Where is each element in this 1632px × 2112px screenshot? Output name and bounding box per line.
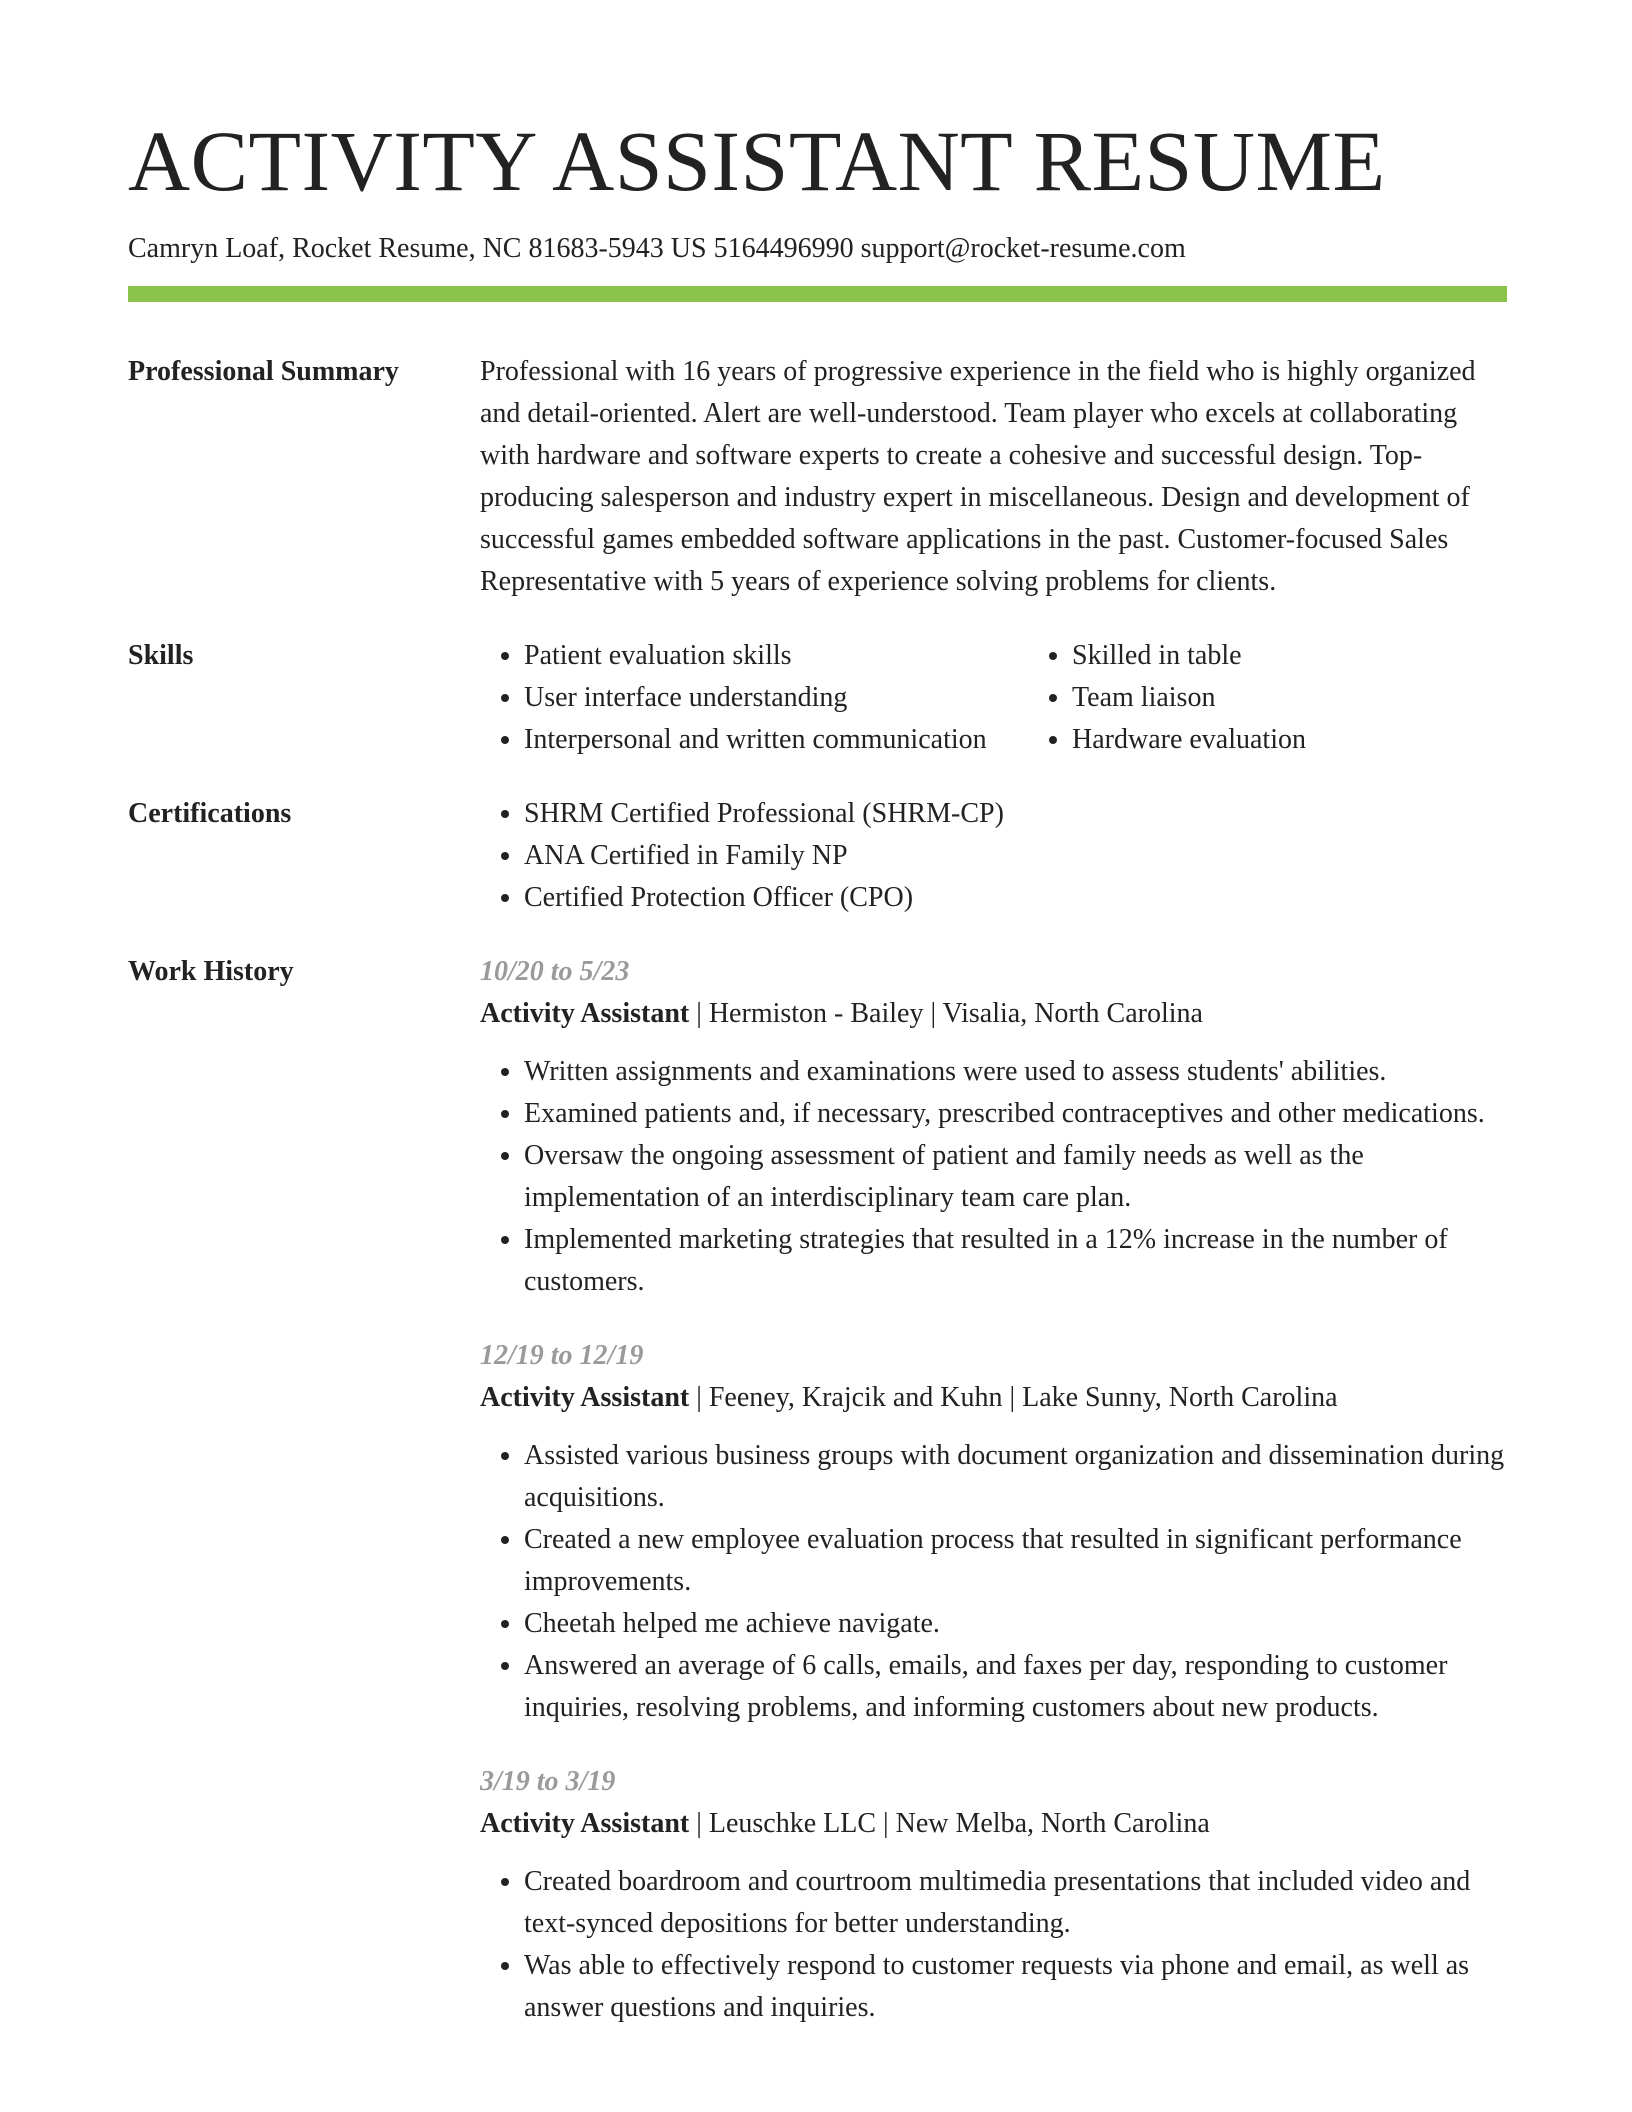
certifications-body — [480, 793, 1507, 919]
job-heading — [480, 1377, 1507, 1419]
job-heading — [480, 1803, 1507, 1845]
certifications-section — [128, 793, 1507, 919]
job-entry — [480, 951, 1507, 1303]
job-bullets — [480, 1051, 1507, 1303]
job-bullet: • Was able to effectively respond to customer requests via phone and email, as well as answer questions and inquiries. — [524, 1945, 1507, 2029]
certification-item: • SHRM Certified Professional (SHRM-CP) — [524, 793, 1507, 835]
contact-line: Camryn Loaf, Rocket Resume, NC 81683-5943 US 5164496990 support@rocket-resume.com — [128, 233, 1186, 264]
work-history-section — [128, 951, 1507, 2029]
job-dates: 10/20 to 5/23 — [480, 956, 630, 987]
job-bullet: • Oversaw the ongoing assessment of patient and family needs as well as the implementation of an interdisciplinary team care plan. — [524, 1135, 1507, 1219]
job-title: Activity Assistant — [480, 998, 690, 1029]
job-bullet: • Created a new employee evaluation process that resulted in significant performance improvements. — [524, 1519, 1507, 1603]
job-bullet: • Answered an average of 6 calls, emails, and faxes per day, responding to customer inquiries, resolving problems, and informing customers about new products. — [524, 1645, 1507, 1729]
job-bullets — [480, 1435, 1507, 1729]
job-employer-location: | Feeney, Krajcik and Kuhn | Lake Sunny, North Carolina — [689, 1382, 1338, 1413]
certifications-label: Certifications — [128, 798, 292, 829]
job-heading — [480, 993, 1507, 1035]
skills-label: Skills — [128, 640, 194, 671]
skill-item: • Patient evaluation skills — [524, 635, 1028, 677]
skill-item: • Hardware evaluation — [1072, 719, 1306, 761]
job-bullets — [480, 1861, 1507, 2029]
skills-list-left — [480, 635, 1028, 761]
skill-item: • Team liaison — [1072, 677, 1306, 719]
skill-item: • Interpersonal and written communication — [524, 719, 1028, 761]
job-employer-location: | Leuschke LLC | New Melba, North Carolina — [689, 1808, 1210, 1839]
summary-text: Professional with 16 years of progressive experience in the field who is highly organized and detail-oriented. Alert are well-understood. Team player who excels at collaborating with hardware and software experts to create a cohesive and successful design. Top-producing salesperson and industry expert in miscellaneous. Design and development of successful games embedded software applications in the past. Customer-focused Sales Representative with 5 years of experience solving problems for clients. — [480, 356, 1476, 597]
job-title: Activity Assistant — [480, 1808, 690, 1839]
job-bullet: • Written assignments and examinations were used to assess students' abilities. — [524, 1051, 1507, 1093]
summary-body — [480, 351, 1507, 603]
resume-title: ACTIVITY ASSISTANT RESUME — [128, 113, 1386, 209]
skill-item: • Skilled in table — [1072, 635, 1306, 677]
summary-section — [128, 351, 1507, 603]
job-bullet: • Implemented marketing strategies that resulted in a 12% increase in the number of customers. — [524, 1219, 1507, 1303]
job-employer-location: | Hermiston - Bailey | Visalia, North Carolina — [689, 998, 1203, 1029]
job-entry — [480, 1335, 1507, 1729]
work-history-label: Work History — [128, 956, 294, 987]
job-bullet: • Examined patients and, if necessary, prescribed contraceptives and other medications. — [524, 1093, 1507, 1135]
job-bullet: • Assisted various business groups with document organization and dissemination during acquisitions. — [524, 1435, 1507, 1519]
certification-item: • Certified Protection Officer (CPO) — [524, 877, 1507, 919]
skills-body — [480, 635, 1507, 761]
certifications-list — [480, 793, 1507, 919]
skill-item: • User interface understanding — [524, 677, 1028, 719]
job-bullet: • Cheetah helped me achieve navigate. — [524, 1603, 1507, 1645]
job-bullet: • Created boardroom and courtroom multimedia presentations that included video and text-synced depositions for better understanding. — [524, 1861, 1507, 1945]
job-dates: 12/19 to 12/19 — [480, 1340, 644, 1371]
resume-content — [128, 351, 1507, 2061]
accent-divider — [128, 286, 1507, 302]
skills-list-right — [1028, 635, 1306, 761]
summary-label: Professional Summary — [128, 356, 399, 387]
skills-section — [128, 635, 1507, 761]
job-entry — [480, 1761, 1507, 2029]
certification-item: • ANA Certified in Family NP — [524, 835, 1507, 877]
work-history-body — [480, 951, 1507, 2029]
job-dates: 3/19 to 3/19 — [480, 1766, 616, 1797]
job-title: Activity Assistant — [480, 1382, 690, 1413]
